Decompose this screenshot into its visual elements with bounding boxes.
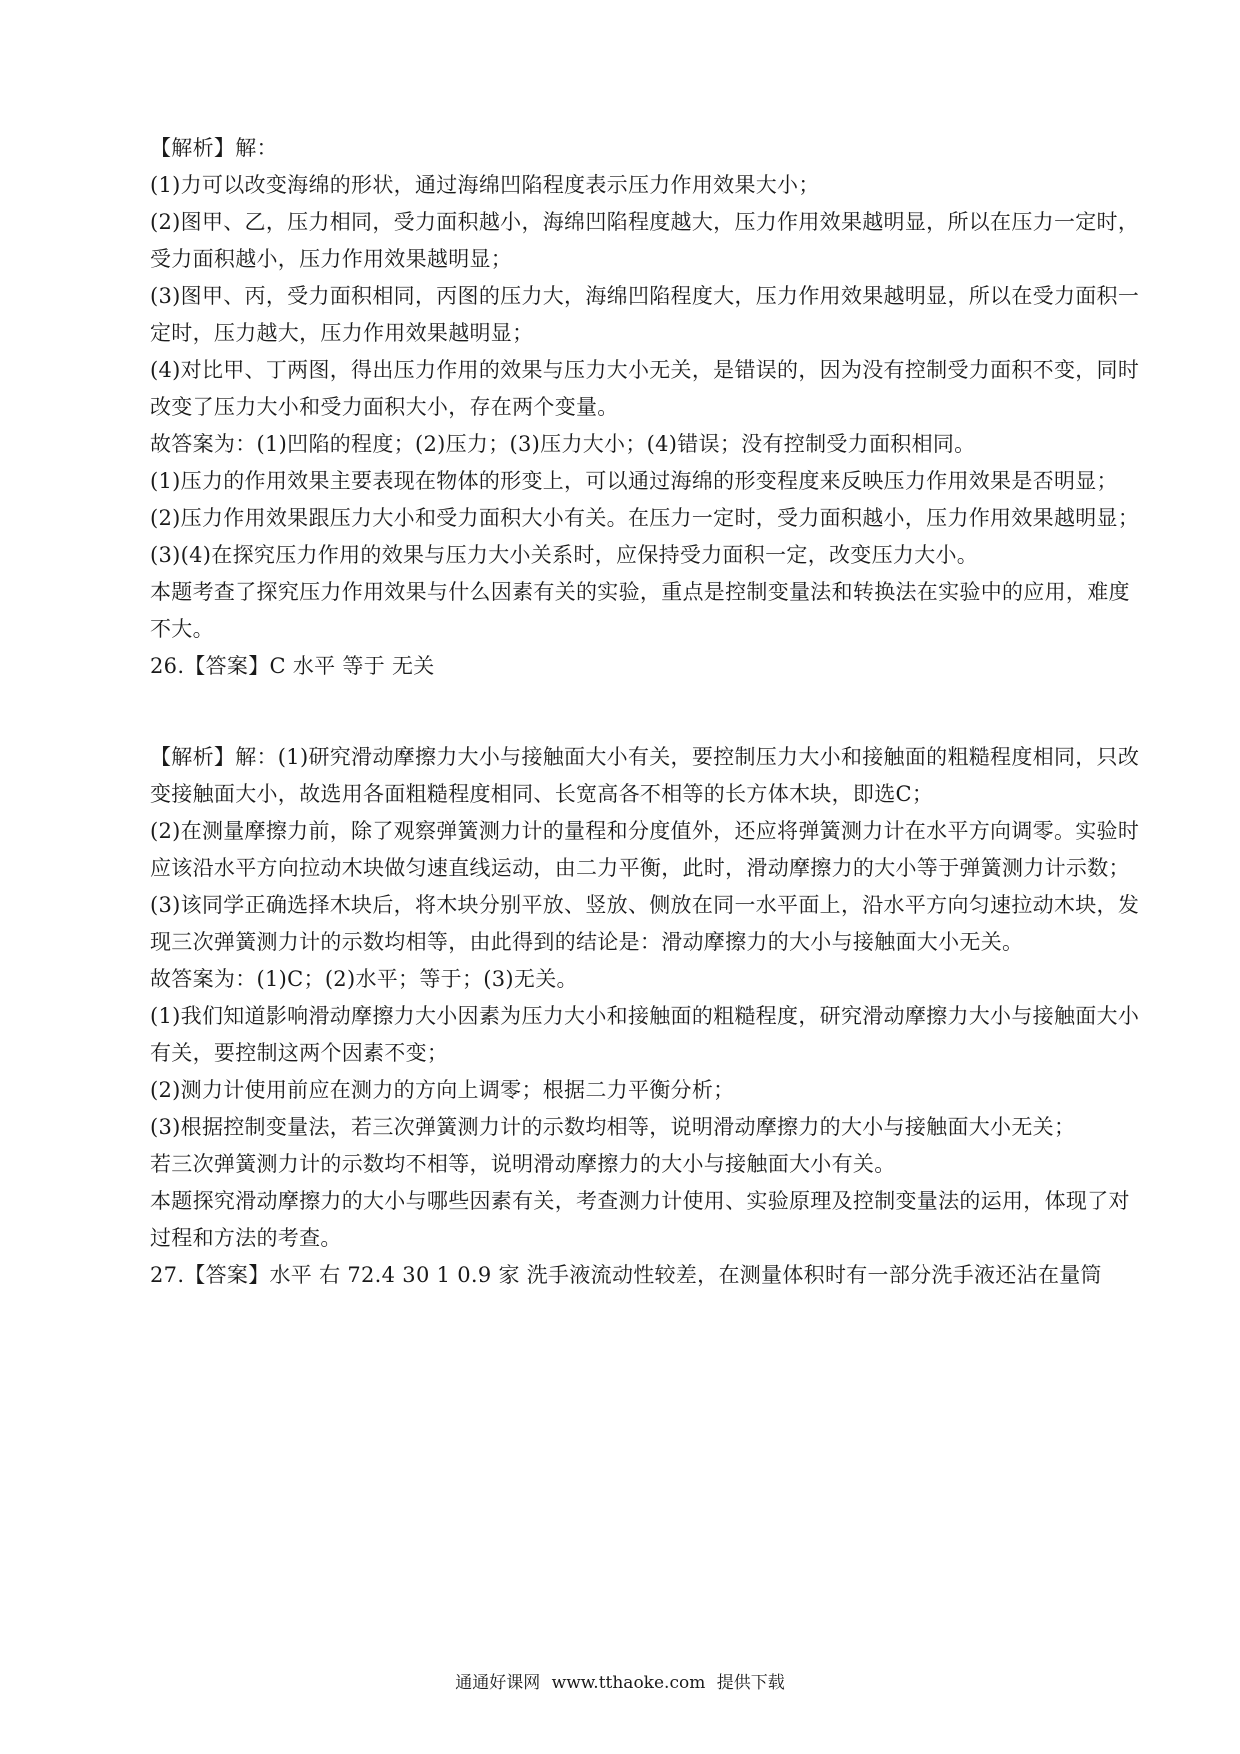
text-line: 若三次弹簧测力计的示数均不相等，说明滑动摩擦力的大小与接触面大小有关。 (150, 1152, 896, 1176)
text-line: 故答案为：(1)凹陷的程度；(2)压力；(3)压力大小；(4)错误；没有控制受力面积相同。 (150, 432, 976, 456)
text-line: (1)压力的作用效果主要表现在物体的形变上，可以通过海绵的形变程度来反映压力作用效果是否明显； (150, 469, 1118, 493)
text-line: 现三次弹簧测力计的示数均相等，由此得到的结论是：滑动摩擦力的大小与接触面大小无关。 (150, 930, 1024, 954)
text-line: 过程和方法的考查。 (150, 1226, 342, 1250)
text-line: 变接触面大小，故选用各面粗糙程度相同、长宽高各不相等的长方体木块，即选C； (150, 782, 934, 806)
text-line: (2)图甲、乙，压力相同，受力面积越小，海绵凹陷程度越大，压力作用效果越明显，所以在压力一定时， (150, 210, 1140, 234)
text-line: 【解析】解：(1)研究滑动摩擦力大小与接触面大小有关，要控制压力大小和接触面的粗糙程度相同，只改 (150, 745, 1140, 769)
text-line: 改变了压力大小和受力面积大小，存在两个变量。 (150, 395, 619, 419)
section-gap (150, 685, 1130, 739)
text-line: 本题考查了探究压力作用效果与什么因素有关的实验，重点是控制变量法和转换法在实验中的应用，难度 (150, 580, 1130, 604)
text-line: (1)我们知道影响滑动摩擦力大小因素为压力大小和接触面的粗糙程度，研究滑动摩擦力大小与接触面大小 (150, 1004, 1140, 1028)
text-line: 有关，要控制这两个因素不变； (150, 1041, 449, 1065)
text-line: (2)压力作用效果跟压力大小和受力面积大小有关。在压力一定时，受力面积越小，压力作用效果越明显； (150, 506, 1140, 530)
answer-line-26: 26.【答案】C 水平 等于 无关 (150, 654, 435, 678)
page-footer (0, 1668, 1240, 1693)
text-line: 应该沿水平方向拉动木块做匀速直线运动，由二力平衡，此时，滑动摩擦力的大小等于弹簧测力计示数； (150, 856, 1130, 880)
text-line: 不大。 (150, 617, 214, 641)
text-line: 本题探究滑动摩擦力的大小与哪些因素有关，考查测力计使用、实验原理及控制变量法的运用，体现了对 (150, 1189, 1130, 1213)
text-line: (3)图甲、丙，受力面积相同，丙图的压力大，海绵凹陷程度大，压力作用效果越明显，所以在受力面积一 (150, 284, 1140, 308)
text-line: 【解析】解： (150, 136, 278, 160)
text-line: (1)力可以改变海绵的形状，通过海绵凹陷程度表示压力作用效果大小； (150, 173, 820, 197)
text-line: 故答案为：(1)C；(2)水平；等于；(3)无关。 (150, 967, 578, 991)
text-line: (3)(4)在探究压力作用的效果与压力大小关系时，应保持受力面积一定，改变压力大小。 (150, 543, 979, 567)
document-body (150, 130, 1140, 1294)
text-line: (2)测力计使用前应在测力的方向上调零；根据二力平衡分析； (150, 1078, 735, 1102)
answer-line-27: 27.【答案】水平 右 72.4 30 1 0.9 家 洗手液流动性较差，在测量体积时有一部分洗手液还沾在量筒 (150, 1263, 1102, 1287)
text-line: (3)根据控制变量法，若三次弹簧测力计的示数均相等，说明滑动摩擦力的大小与接触面大小无关； (150, 1115, 1076, 1139)
text-line: 受力面积越小，压力作用效果越明显； (150, 247, 513, 271)
analysis-section-26 (150, 739, 1140, 1294)
text-line: (3)该同学正确选择木块后，将木块分别平放、竖放、侧放在同一水平面上，沿水平方向匀速拉动木块，发 (150, 893, 1140, 917)
footer-suffix: 提供下载 (716, 1673, 785, 1693)
footer-site-name: 通通好课网 (455, 1673, 541, 1693)
footer-url[interactable]: www.tthaoke.com (551, 1673, 706, 1693)
text-line: (4)对比甲、丁两图，得出压力作用的效果与压力大小无关，是错误的，因为没有控制受力面积不变，同时 (150, 358, 1140, 382)
analysis-section-25 (150, 130, 1140, 685)
text-line: (2)在测量摩擦力前，除了观察弹簧测力计的量程和分度值外，还应将弹簧测力计在水平方向调零。实验时 (150, 819, 1140, 843)
text-line: 定时，压力越大，压力作用效果越明显； (150, 321, 534, 345)
